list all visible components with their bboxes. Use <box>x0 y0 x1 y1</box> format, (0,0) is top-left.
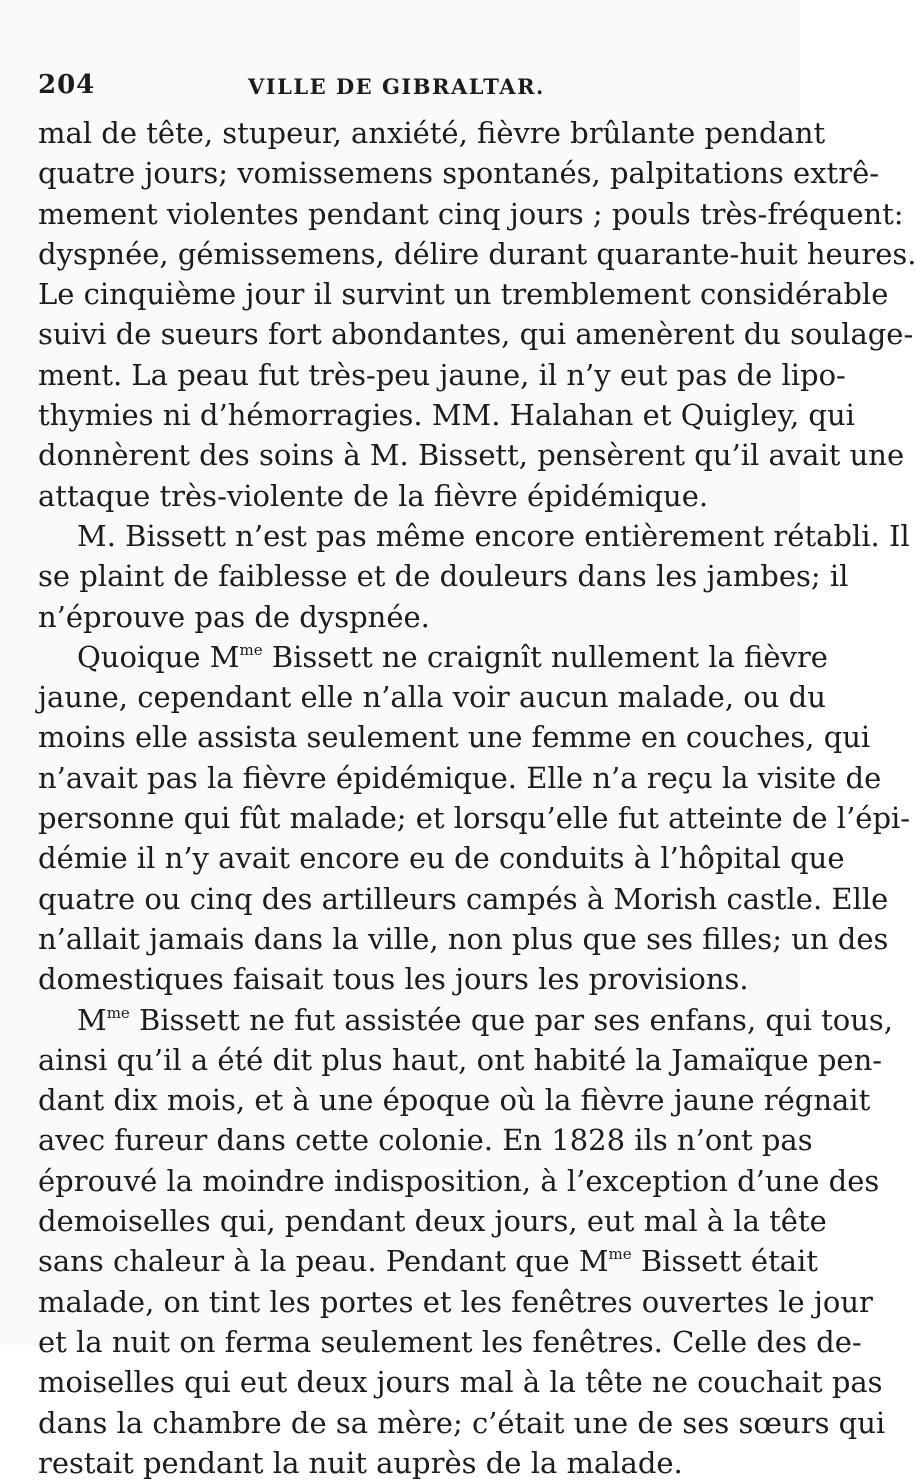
text-line: quatre jours; vomissemens spontanés, palpitations extrê- <box>38 156 880 191</box>
text-line: éprouvé la moindre indisposition, à l’exception d’une des <box>38 1163 880 1198</box>
text-line: avec fureur dans cette colonie. En 1828 ils n’ont pas <box>38 1123 813 1158</box>
running-head <box>38 70 778 106</box>
text-line: dans la chambre de sa mère; c’était une de ses sœurs qui <box>38 1405 886 1440</box>
body-text <box>38 113 917 1483</box>
text-line: se plaint de faiblesse et de douleurs dans les jambes; il <box>38 559 849 594</box>
text-line: mement violentes pendant cinq jours ; pouls très-fréquent: <box>38 196 904 231</box>
text-line <box>38 1241 818 1281</box>
text-line: dant dix mois, et à une époque où la fièvre jaune régnait <box>38 1083 871 1118</box>
text-line: malade, on tint les portes et les fenêtres ouvertes le jour <box>38 1284 873 1319</box>
text-line: donnèrent des soins à M. Bissett, pensèrent qu’il avait une <box>38 438 905 473</box>
text-fragment: Bissett ne craignît nullement la fièvre <box>262 639 828 674</box>
text-line: n’éprouve pas de dyspnée. <box>38 599 430 634</box>
superscript: me <box>106 1003 130 1022</box>
text-line: restait pendant la nuit auprès de la malade. <box>38 1445 683 1480</box>
text-line <box>38 1000 894 1040</box>
text-line: ainsi qu’il a été dit plus haut, ont habité la Jamaïque pen- <box>38 1042 883 1077</box>
text-fragment: sans chaleur à la peau. Pendant que M <box>38 1244 609 1279</box>
text-line: démie il n’y avait encore eu de conduits à l’hôpital que <box>38 841 845 876</box>
text-line: quatre ou cinq des artilleurs campés à Morish castle. Elle <box>38 881 889 916</box>
text-line: mal de tête, stupeur, anxiété, fièvre brûlante pendant <box>38 116 826 150</box>
text-line: attaque très-violente de la fièvre épidémique. <box>38 478 709 513</box>
running-title: VILLE DE GIBRALTAR. <box>248 74 545 99</box>
text-fragment: Bissett ne fut assistée que par ses enfans, qui tous, <box>129 1002 894 1037</box>
page-number: 204 <box>38 70 96 100</box>
text-fragment: Quoique M <box>77 639 240 674</box>
text-fragment: Bissett était <box>631 1244 818 1279</box>
text-line: personne qui fût malade; et lorsqu’elle fut atteinte de l’épi- <box>38 801 911 836</box>
text-line: M. Bissett n’est pas même encore entièrement rétabli. Il <box>77 518 910 553</box>
text-line: n’avait pas la fièvre épidémique. Elle n’a reçu la visite de <box>38 760 882 795</box>
text-line: et la nuit on ferma seulement les fenêtres. Celle des de- <box>38 1324 862 1359</box>
text-line: dyspnée, gémissemens, délire durant quarante-huit heures. <box>38 236 917 271</box>
text-line: moins elle assista seulement une femme en couches, qui <box>38 720 871 755</box>
text-line <box>38 637 828 677</box>
text-line: moiselles qui eut deux jours mal à la tête ne couchait pas <box>38 1365 883 1400</box>
text-line: ment. La peau fut très-peu jaune, il n’y eut pas de lipo- <box>38 357 846 392</box>
text-line: suivi de sueurs fort abondantes, qui amenèrent du soulage- <box>38 317 914 352</box>
text-line: n’allait jamais dans la ville, non plus que ses filles; un des <box>38 921 889 956</box>
superscript: me <box>608 1245 632 1264</box>
text-line: domestiques faisait tous les jours les provisions. <box>38 962 749 997</box>
text-line: jaune, cependant elle n’alla voir aucun malade, ou du <box>38 680 826 715</box>
text-line: demoiselles qui, pendant deux jours, eut mal à la tête <box>38 1204 827 1239</box>
text-fragment: M <box>77 1002 107 1037</box>
superscript: me <box>239 640 263 659</box>
text-line: Le cinquième jour il survint un tremblement considérable <box>38 277 889 312</box>
text-line: thymies ni d’hémorragies. MM. Halahan et Quigley, qui <box>38 398 855 433</box>
